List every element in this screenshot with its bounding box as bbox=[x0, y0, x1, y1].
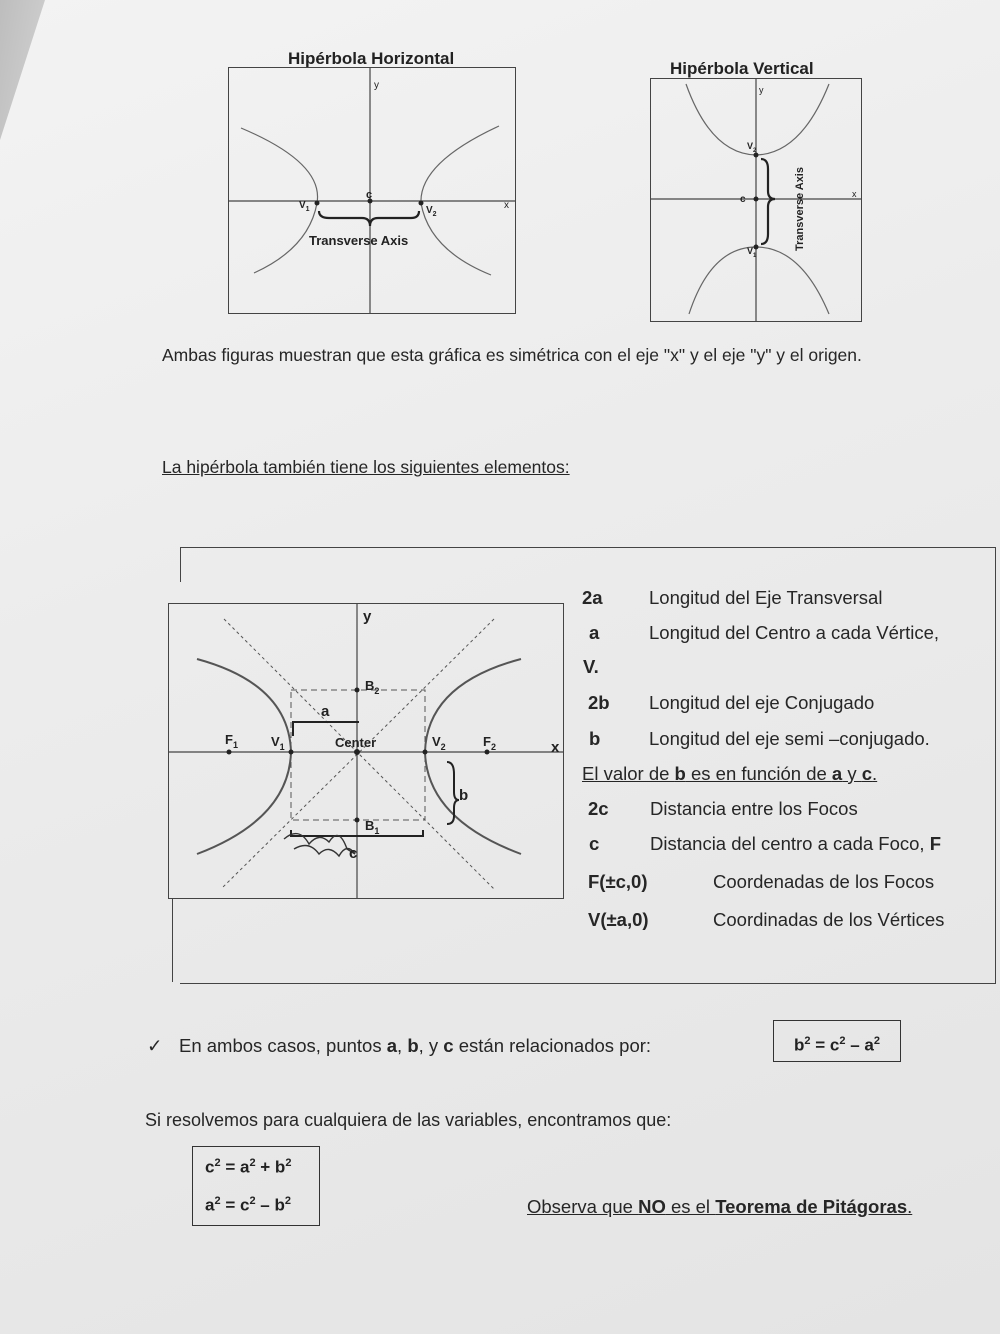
elem-desc-2a: Longitud del Eje Transversal bbox=[649, 587, 883, 608]
d-axis-y-label: y bbox=[363, 608, 372, 625]
relation-text: En ambos casos, puntos a, b, y c están relacionados por: bbox=[179, 1035, 652, 1056]
d-f1-label: $F_1$ bbox=[225, 732, 238, 750]
v-v2-label: $V_2$ bbox=[747, 141, 757, 154]
horizontal-hyperbola-graph bbox=[228, 67, 516, 314]
elem-sym-vertices: V(±a,0) bbox=[588, 909, 649, 930]
d-b2-label: $B_2$ bbox=[365, 678, 380, 696]
solve-formulas-box bbox=[192, 1146, 320, 1226]
d-b-label: b bbox=[459, 787, 469, 804]
v-transverse-axis-label: Transverse Axis bbox=[794, 167, 806, 251]
d-center-label: Center bbox=[335, 735, 377, 750]
h-axis-x-label: x bbox=[504, 200, 509, 211]
h-axis-y-label: y bbox=[374, 80, 379, 91]
horizontal-figure-title: Hipérbola Horizontal bbox=[288, 49, 455, 68]
elem-sym-b: b bbox=[589, 728, 601, 749]
elem-sym-2a: 2a bbox=[582, 587, 603, 608]
h-v1-label: $V_1$ bbox=[299, 200, 310, 213]
d-axis-x-label: x bbox=[551, 739, 560, 756]
vertical-hyperbola-svg bbox=[651, 79, 861, 321]
hyperbola-elements-svg bbox=[169, 604, 563, 898]
elem-desc-vertices: Coordinadas de los Vértices bbox=[713, 909, 945, 930]
elem-desc-b: Longitud del eje semi –conjugado. bbox=[649, 728, 930, 749]
elem-sym-v: V. bbox=[583, 656, 599, 677]
d-b1-label: $B_1$ bbox=[365, 818, 380, 836]
relation-formula-box: $b^2 = c^2 - a^2$ bbox=[773, 1020, 901, 1062]
elem-sym-2b: 2b bbox=[588, 692, 610, 713]
d-a-label: a bbox=[321, 703, 330, 720]
h-center-label: c bbox=[366, 189, 373, 201]
v-v1-label: $V_1$ bbox=[747, 246, 757, 259]
vertical-hyperbola-graph bbox=[650, 78, 862, 322]
b-function-note: El valor de b es en función de a y c. bbox=[582, 763, 878, 784]
elem-sym-foci: F(±c,0) bbox=[588, 871, 648, 892]
observe-note: Observa que NO es el Teorema de Pitágoras. bbox=[527, 1196, 913, 1217]
elements-frame-tick-bottom bbox=[172, 898, 173, 982]
v-axis-y-label: y bbox=[759, 85, 764, 95]
hyperbola-elements-diagram bbox=[168, 603, 564, 899]
elem-desc-c: Distancia del centro a cada Foco, F bbox=[650, 833, 942, 854]
formula-a-squared: $a^2 = c^2 - b^2$ bbox=[205, 1195, 291, 1215]
elem-desc-2c: Distancia entre los Focos bbox=[650, 798, 858, 819]
elem-sym-a: a bbox=[589, 622, 600, 643]
v-center-label: c bbox=[740, 194, 746, 205]
d-f2-label: $F_2$ bbox=[483, 734, 496, 752]
elem-sym-2c: 2c bbox=[588, 798, 609, 819]
elem-desc-2b: Longitud del eje Conjugado bbox=[649, 692, 875, 713]
d-v2-label: $V_2$ bbox=[432, 734, 446, 752]
symmetry-note: Ambas figuras muestran que esta gráfica es simétrica con el eje "x" y el eje "y" y el origen. bbox=[162, 345, 862, 365]
h-transverse-axis-label: Transverse Axis bbox=[309, 233, 409, 248]
relation-check-icon: ✓ bbox=[147, 1035, 163, 1056]
formula-c-squared: $c^2 = a^2 + b^2$ bbox=[205, 1157, 292, 1177]
elem-desc-a: Longitud del Centro a cada Vértice, bbox=[649, 622, 940, 643]
elements-frame-tick-top bbox=[180, 547, 181, 582]
solve-text: Si resolvemos para cualquiera de las variables, encontramos que: bbox=[145, 1110, 672, 1130]
elem-desc-foci: Coordenadas de los Focos bbox=[713, 871, 935, 892]
d-v1-label: $V_1$ bbox=[271, 734, 285, 752]
d-c-label: c bbox=[349, 845, 358, 862]
h-v2-label: $V_2$ bbox=[426, 205, 437, 218]
horizontal-hyperbola-svg bbox=[229, 68, 515, 313]
elem-sym-c: c bbox=[589, 833, 600, 854]
vertical-figure-title: Hipérbola Vertical bbox=[670, 59, 814, 78]
elements-heading: La hipérbola también tiene los siguientes elementos: bbox=[162, 457, 570, 477]
v-axis-x-label: x bbox=[852, 189, 857, 199]
